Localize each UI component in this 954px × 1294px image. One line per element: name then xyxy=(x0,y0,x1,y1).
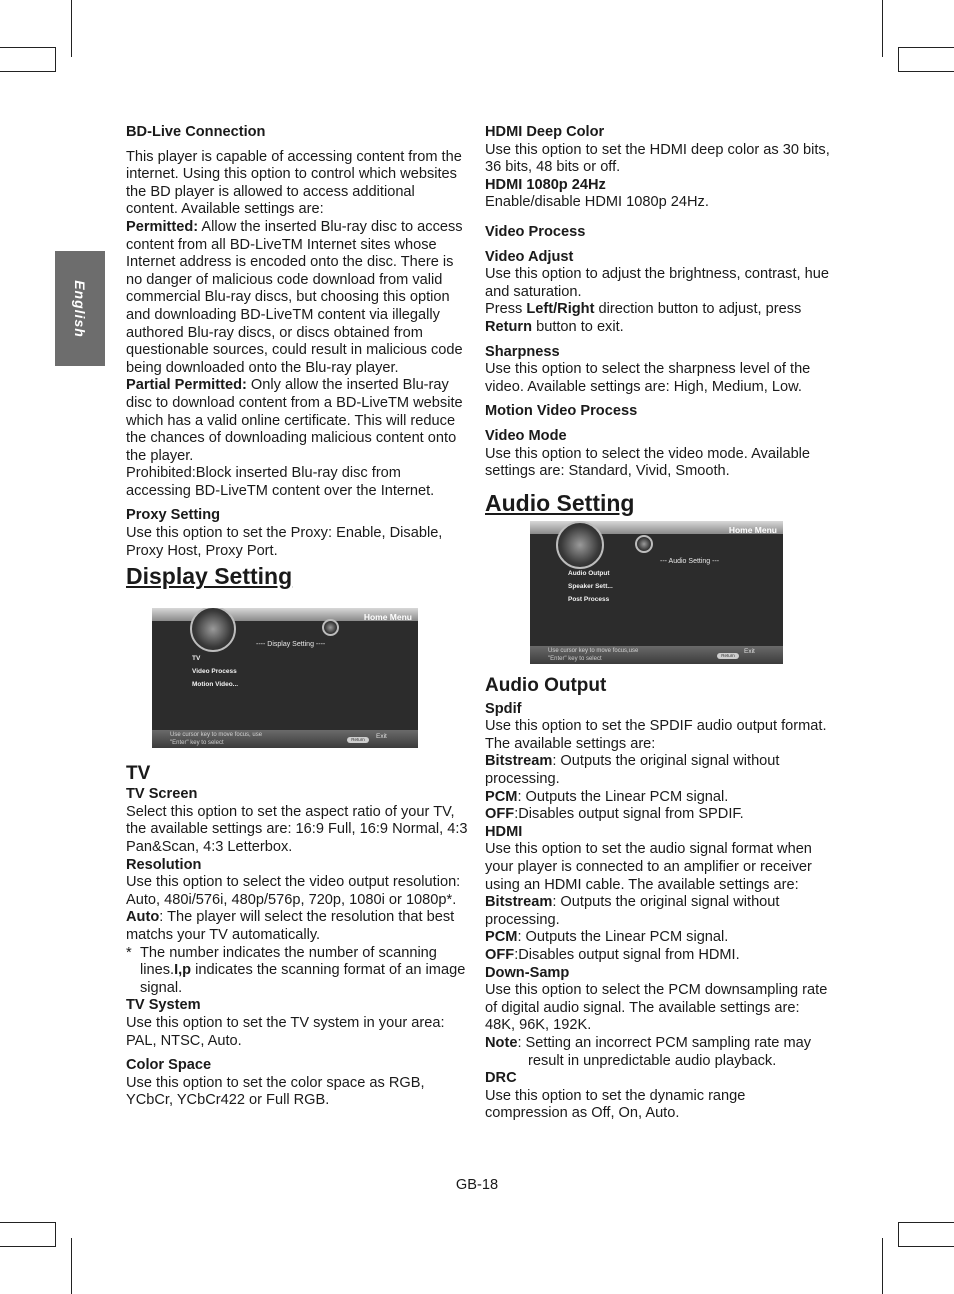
footnote-text-b: indicates the scanning format of an image signal. xyxy=(140,962,466,996)
pcm-paragraph xyxy=(485,789,830,807)
permitted-text: Allow the inserted Blu-ray disc to access content from all BD-LiveTM Internet sites whose Internet address is encoded onto the disc. There is no danger of malicious code download from valid commercial Blu-ray discs, but choosing this option and downloading BD-LiveTM content via illegally authored Blu-ray discs, or discs obtained from questionable sources, could result in malicious code being downloaded onto the Blu-ray player. xyxy=(126,218,463,376)
hdmi1080-text: Enable/disable HDMI 1080p 24Hz. xyxy=(485,194,709,211)
motion-heading: Motion Video Process xyxy=(485,403,638,420)
crop-mark xyxy=(882,0,883,57)
downsamp-heading: Down-Samp xyxy=(485,964,570,981)
menu-title: ---- Display Setting ---- xyxy=(256,641,326,649)
partial-label: Partial Permitted: xyxy=(126,377,247,394)
crop-mark xyxy=(0,47,56,48)
hint-line: "Enter" key to select xyxy=(548,655,602,662)
menu-item[interactable]: TV xyxy=(192,655,201,663)
off-label: OFF xyxy=(485,947,515,963)
crop-mark xyxy=(0,1246,56,1247)
proxy-text: Use this option to set the Proxy: Enable, Disable, Proxy Host, Proxy Port. xyxy=(126,525,443,559)
spdif-text: Use this option to set the SPDIF audio output format. The available settings are: xyxy=(485,718,827,752)
menu-items xyxy=(568,567,613,606)
crop-mark xyxy=(55,47,56,72)
tvscreen-text: Select this option to set the aspect ratio of your TV, the available settings are: 16:9 Full, 16:9 Normal, 4:3 Pan&Scan, 4:3 Letterbox. xyxy=(126,803,468,856)
menu-items xyxy=(192,652,238,691)
audio-setting-screenshot xyxy=(530,521,783,664)
left-column xyxy=(126,124,468,1110)
press-text: Press xyxy=(485,301,527,318)
footnote-text-a: The number indicates the number of scanning lines. xyxy=(140,944,437,979)
crop-mark xyxy=(898,1222,899,1247)
tvscreen-heading: TV Screen xyxy=(126,786,198,803)
drc-heading: DRC xyxy=(485,1070,517,1087)
audiooutput-heading: Audio Output xyxy=(485,674,607,696)
note-text: : Setting an incorrect PCM sampling rate may result in unpredictable audio playback. xyxy=(517,1034,812,1069)
footnote-star: * xyxy=(126,944,132,961)
crop-mark xyxy=(882,1238,883,1294)
bitstream-text: : Outputs the original signal without processing. xyxy=(485,753,780,788)
tvsystem-heading: TV System xyxy=(126,997,201,1014)
videomode-text: Use this option to select the video mode. Available settings are: Standard, Vivid, Smooth. xyxy=(485,445,811,480)
display-setting-screenshot xyxy=(152,608,418,748)
return-button[interactable]: Return xyxy=(717,653,739,659)
prohibited-text: Prohibited:Block inserted Blu-ray disc from accessing BD-LiveTM content over the Internet. xyxy=(126,465,435,499)
crop-mark xyxy=(898,71,954,72)
crop-mark xyxy=(55,1222,56,1247)
disc-icon xyxy=(556,521,604,569)
crop-mark xyxy=(0,71,56,72)
menu-item[interactable]: Post Process xyxy=(568,595,610,603)
resolution-text: Use this option to select the video output resolution: Auto, 480i/576i, 480p/576p, 720p, 1080i or 1080p*. xyxy=(126,874,461,908)
home-menu-label: Home Menu xyxy=(363,612,412,623)
disc-icon xyxy=(635,535,653,553)
sharpness-text: Use this option to select the sharpness level of the video. Available settings are: High, Medium, Low. xyxy=(485,361,811,395)
menu-item[interactable]: Motion Video... xyxy=(192,681,239,689)
crop-mark xyxy=(71,1238,72,1294)
return-button[interactable]: Return xyxy=(347,737,369,743)
menu-item[interactable]: Video Process xyxy=(192,668,237,676)
display-setting-heading: Display Setting xyxy=(126,563,293,590)
colorspace-heading: Color Space xyxy=(126,1057,212,1074)
bitstream-paragraph xyxy=(485,753,830,788)
press-text: button to exit. xyxy=(532,318,624,335)
crop-mark xyxy=(898,1246,954,1247)
hint-line: Use cursor key to move focus, use xyxy=(170,732,263,739)
tvsystem-text: Use this option to set the TV system in your area: PAL, NTSC, Auto. xyxy=(126,1014,445,1049)
note-label: Note xyxy=(485,1034,518,1051)
partial-paragraph xyxy=(126,377,468,465)
auto-label: Auto xyxy=(126,909,160,926)
hint-line: "Enter" key to select xyxy=(170,740,224,747)
off-text: :Disables output signal from SPDIF. xyxy=(514,806,744,823)
menu-hint xyxy=(170,731,262,747)
hdmi-text: Use this option to set the audio signal format when your player is connected to an amplifier or receiver using an HDMI cable. The available settings are: xyxy=(485,841,812,893)
crop-mark xyxy=(898,47,899,72)
home-menu-label: Home Menu xyxy=(728,524,777,535)
menu-item[interactable]: Speaker Sett... xyxy=(568,582,613,590)
off-paragraph xyxy=(485,947,830,965)
exit-label: Exit xyxy=(376,732,387,740)
auto-paragraph xyxy=(126,909,468,944)
crop-mark xyxy=(71,0,72,57)
bitstream-paragraph xyxy=(485,894,830,929)
videoadjust-heading: Video Adjust xyxy=(485,248,574,265)
crop-mark xyxy=(898,1222,954,1223)
footnote xyxy=(126,945,468,998)
deepcolor-text: Use this option to set the HDMI deep color as 30 bits, 36 bits, 48 bits or off. xyxy=(485,141,830,176)
colorspace-text: Use this option to set the color space as RGB, YCbCr, YCbCr422 or Full RGB. xyxy=(126,1074,425,1109)
deepcolor-heading: HDMI Deep Color xyxy=(485,124,605,140)
crop-mark xyxy=(898,47,954,48)
off-label: OFF xyxy=(485,806,515,823)
resolution-heading: Resolution xyxy=(126,856,202,873)
press-text: direction button to adjust, press xyxy=(594,301,802,318)
language-tab-label: English xyxy=(72,279,88,338)
bitstream-label: Bitstream xyxy=(485,753,553,770)
hdmi-heading: HDMI xyxy=(485,823,523,840)
bdlive-intro: This player is capable of accessing content from the internet. Using this option to control which websites the BD player is allowed to access additional content. Available settings are: xyxy=(126,148,462,218)
pcm-label: PCM xyxy=(485,929,518,946)
bitstream-text: : Outputs the original signal without processing. xyxy=(485,894,780,928)
proxy-heading: Proxy Setting xyxy=(126,507,221,524)
tv-heading: TV xyxy=(126,763,151,785)
menu-hint xyxy=(548,647,638,663)
hdmi1080-heading: HDMI 1080p 24Hz xyxy=(485,176,606,193)
videoprocess-heading: Video Process xyxy=(485,223,586,240)
hint-line: Use cursor key to move focus,use xyxy=(548,647,639,654)
footnote-ip: I,p xyxy=(174,962,192,979)
note-paragraph xyxy=(485,1035,830,1070)
permitted-paragraph xyxy=(126,219,468,377)
press-paragraph xyxy=(485,301,830,336)
off-paragraph xyxy=(485,806,830,824)
pcm-paragraph xyxy=(485,929,830,947)
page-number: GB-18 xyxy=(455,1177,499,1193)
exit-label: Exit xyxy=(744,648,755,656)
left-right-label: Left/Right xyxy=(526,301,595,318)
spdif-heading: Spdif xyxy=(485,700,522,717)
audio-setting-heading: Audio Setting xyxy=(485,489,635,516)
bdlive-heading: BD-Live Connection xyxy=(126,124,266,140)
pcm-text: : Outputs the Linear PCM signal. xyxy=(517,929,729,946)
menu-item[interactable]: Audio Output xyxy=(568,569,610,577)
language-tab xyxy=(55,251,105,366)
pcm-label: PCM xyxy=(485,788,518,805)
return-label: Return xyxy=(485,318,533,335)
crop-mark xyxy=(0,1222,56,1223)
bitstream-label: Bitstream xyxy=(485,894,553,911)
videoadjust-text: Use this option to adjust the brightness, contrast, hue and saturation. xyxy=(485,266,829,300)
auto-text: : The player will select the resolution that best matchs your TV automatically. xyxy=(126,909,455,943)
sharpness-heading: Sharpness xyxy=(485,343,560,360)
permitted-label: Permitted: xyxy=(126,218,199,235)
videomode-heading: Video Mode xyxy=(485,427,567,444)
menu-title: --- Audio Setting --- xyxy=(660,557,720,565)
disc-icon xyxy=(322,619,339,636)
pcm-text: : Outputs the Linear PCM signal. xyxy=(517,788,729,805)
downsamp-text: Use this option to select the PCM downsampling rate of digital audio signal. The available settings are: 48K, 96K, 192K. xyxy=(485,982,828,1034)
partial-text: Only allow the inserted Blu-ray disc to download content from a BD-LiveTM website which has a valid online certificate. This will reduce the chances of downloading malicious content onto the player. xyxy=(126,377,463,464)
drc-text: Use this option to set the dynamic range compression as Off, On, Auto. xyxy=(485,1087,746,1122)
right-column xyxy=(485,124,830,1123)
off-text: :Disables output signal from HDMI. xyxy=(514,947,740,963)
disc-icon xyxy=(190,608,236,652)
